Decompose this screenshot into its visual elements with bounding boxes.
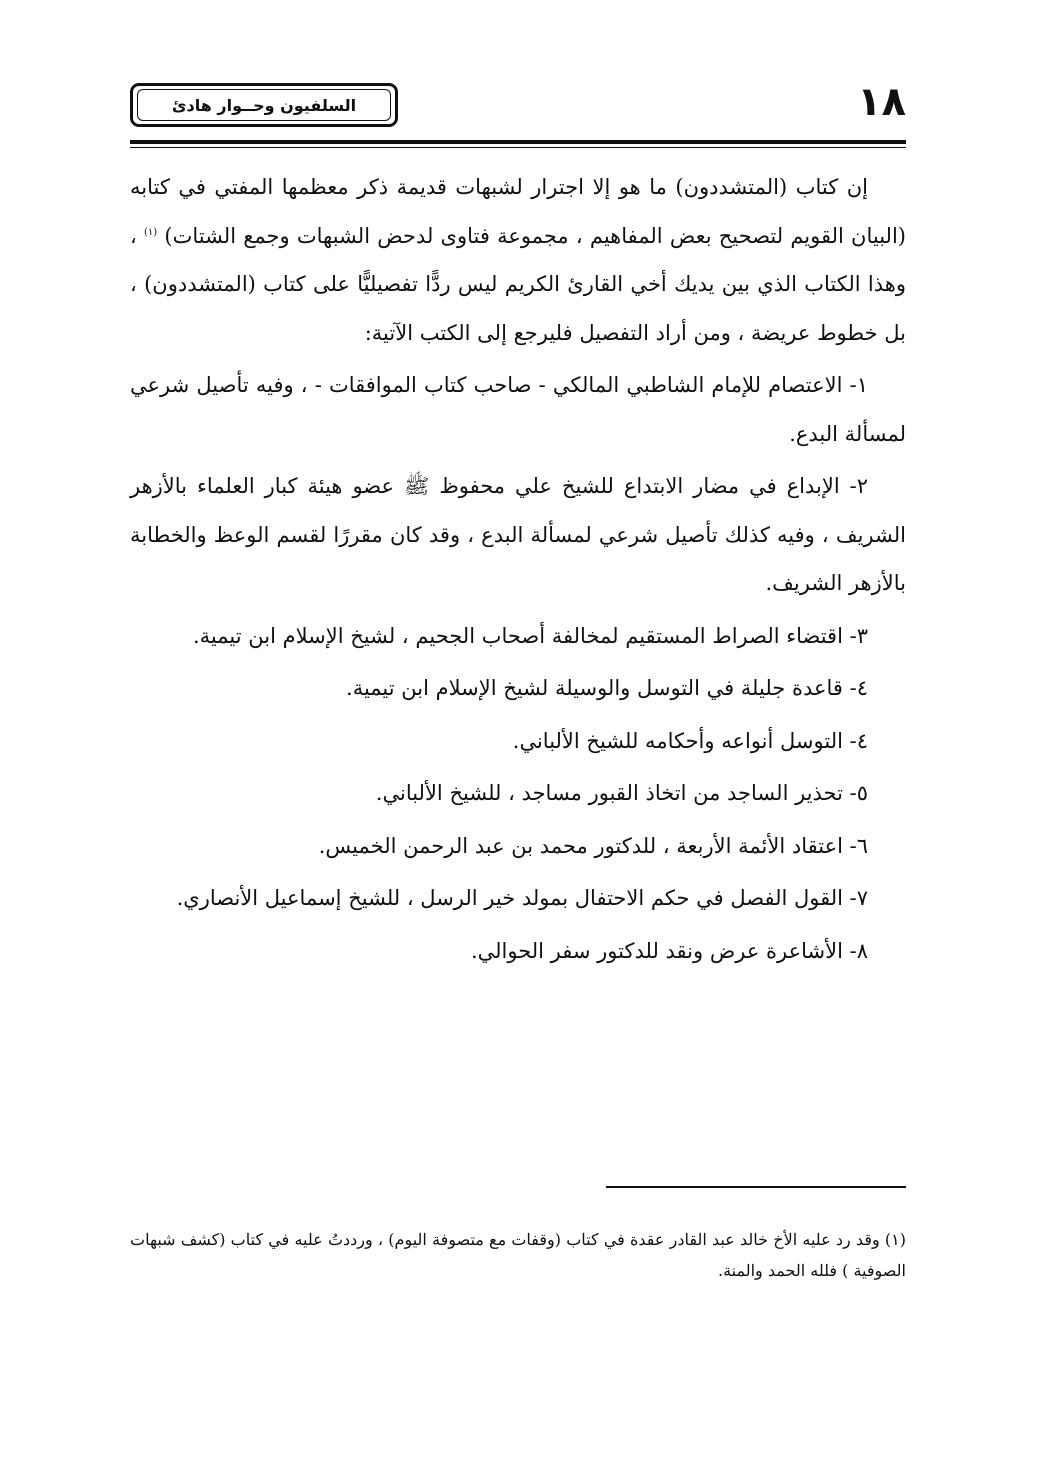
footnote-text: (١) وقد رد عليه الأخ خالد عبد القادر عقدة في كتاب (وقفات مع متصوفة اليوم) ، ورددتُ عليه في كتاب (كشف شبهات الصوفية ) فلله الحمد والمنة. xyxy=(130,1230,906,1280)
list-item: ٢- الإبداع في مضار الابتداع للشيخ علي محفوظ ﷺ عضو هيئة كبار العلماء بالأزهر الشريف ، وفيه كذلك تأصيل شرعي لمسألة البدع ، وقد كان مقررًا لقسم الوعظ والخطابة بالأزهر الشريف. xyxy=(130,474,906,595)
list-item: ٤- قاعدة جليلة في التوسل والوسيلة لشيخ الإسلام ابن تيمية. xyxy=(346,676,868,700)
list-item: ٣- اقتضاء الصراط المستقيم لمخالفة أصحاب الجحيم ، لشيخ الإسلام ابن تيمية. xyxy=(193,623,868,648)
footnote xyxy=(130,1224,906,1286)
header-rule-thin xyxy=(130,147,906,148)
intro-text-part-1: إن كتاب (المتشددون) ما هو إلا اجترار لشبهات قديمة ذكر معظمها المفتي في كتابه (البيان القويم لتصحيح بعض المفاهيم ، مجموعة فتاوى لدحض الشبهات وجمع الشتات) xyxy=(130,175,906,248)
list-item: ٦- اعتقاد الأئمة الأربعة ، للدكتور محمد بن عبد الرحمن الخميس. xyxy=(318,833,868,858)
main-text xyxy=(130,163,906,975)
running-title: السلفيون وحــوار هادئ xyxy=(137,89,391,121)
list-item: ٨- الأشاعرة عرض ونقد للدكتور سفر الحوالي. xyxy=(470,938,868,963)
intro-text-part-2: ، وهذا الكتاب الذي بين يديك أخي القارئ الكريم ليس ردًّا تفصيليًّا على كتاب (المتشددون) ، بل خطوط عريضة ، ومن أراد التفصيل فليرجع إلى الكتب الآتية: xyxy=(130,223,906,345)
list-item: ٥- تحذير الساجد من اتخاذ القبور مساجد ، للشيخ الألباني. xyxy=(375,781,868,805)
footnote-separator xyxy=(606,1186,906,1188)
list-item: ٧- القول الفصل في حكم الاحتفال بمولد خير الرسل ، للشيخ إسماعيل الأنصاري. xyxy=(176,886,868,910)
page-header xyxy=(130,79,906,133)
footnote-reference: (١) xyxy=(143,226,158,238)
page-number: ١٨ xyxy=(857,79,906,125)
running-title-frame xyxy=(130,83,398,127)
header-rule xyxy=(130,140,906,144)
intro-paragraph xyxy=(130,163,906,357)
list-item: ٤- التوسل أنواعه وأحكامه للشيخ الألباني. xyxy=(512,728,868,753)
list-item: ١- الاعتصام للإمام الشاطبي المالكي - صاحب كتاب الموافقات - ، وفيه تأصيل شرعي لمسألة البدع. xyxy=(130,373,906,446)
